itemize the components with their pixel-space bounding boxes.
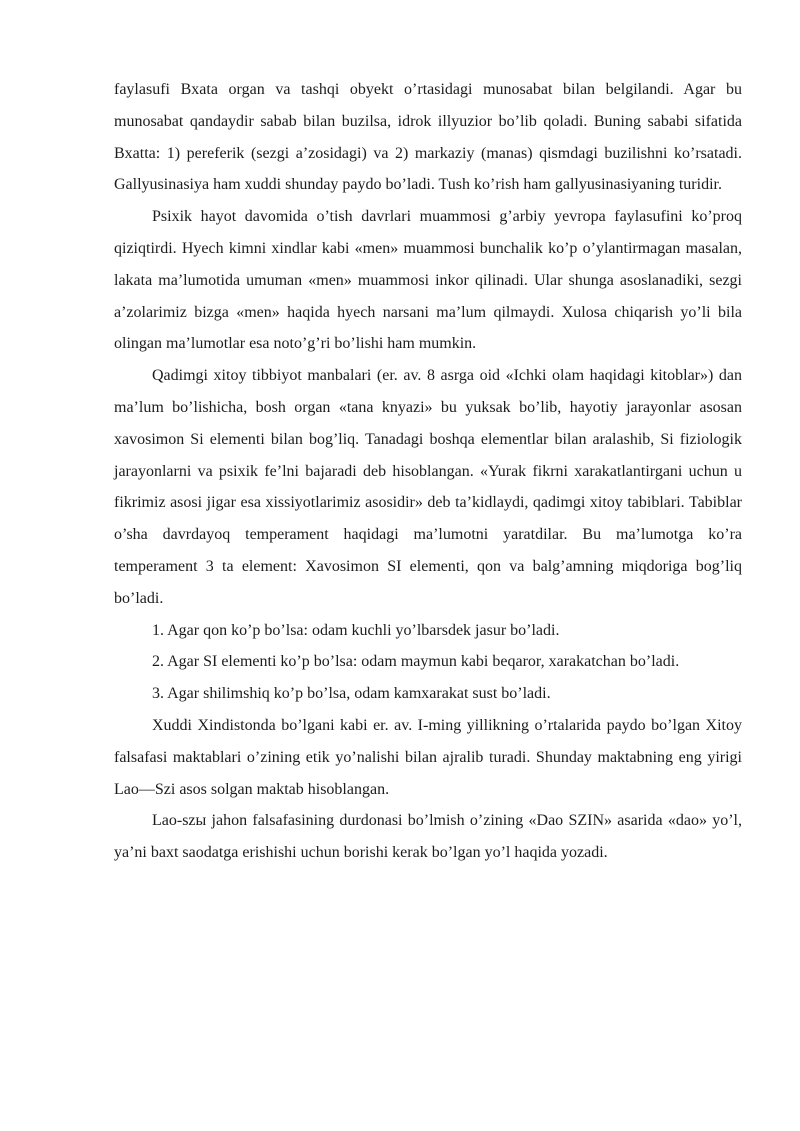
paragraph-men-problem: Psixik hayot davomida o’tish davrlari muammosi g’arbiy yevropa faylasufini ko’proq qiziqtirdi. Hyech kimni xindlar kabi «men» muammosi bunchalik ko’p o’ylantirmagan masalan, lakata ma’lumotida umuman «men» muammosi inkor qilinadi. Ular shunga asoslanadiki, sezgi a’zolarimiz bizga «men» haqida hyech narsani ma’lum qilmaydi. Xulosa chiqarish yo’li bila olingan ma’lumotlar esa noto’g’ri bo’lishi ham mumkin. <box>114 208 742 353</box>
document-page <box>114 74 742 869</box>
list-item-blood: 1. Agar qon ko’p bo’lsa: odam kuchli yo’lbarsdek jasur bo’ladi. <box>152 621 560 639</box>
list-item-si-element: 2. Agar SI elementi ko’p bo’lsa: odam maymun kabi beqaror, xarakatchan bo’ladi. <box>152 653 680 671</box>
paragraph-chinese-philosophy: Xuddi Xindistonda bo’lgani kabi er. av. I-ming yillikning o’rtalarida paydo bo’lgan Xitoy falsafasi maktablari o’zining etik yo’nalishi bilan ajralib turadi. Shunday maktabning eng yirigi Lao—Szi asos solgan maktab hisoblangan. <box>114 716 742 798</box>
paragraph-chinese-medicine: Qadimgi xitoy tibbiyot manbalari (er. av. 8 asrga oid «Ichki olam haqidagi kitoblar») dan ma’lum bo’lishicha, bosh organ «tana knyazi» bu yuksak bo’lib, hayotiy jarayonlar asosan xavosimon Si elementi bilan bog’liq. Tanadagi boshqa elementlar bilan aralashib, Si fiziologik jarayonlarni va psixik fe’lni bajaradi deb hisoblangan. «Yurak fikrni xarakatlantirgani uchun u fikrimiz asosi jigar esa xissiyotlarimiz asosidir» deb ta’kidlaydi, qadimgi xitoy tabiblari. Tabiblar o’sha davrdayoq temperament haqidagi ma’lumotni yaratdilar. Bu ma’lumotga ko’ra temperament 3 ta element: Xavosimon SI elementi, qon va balg’amning miqdoriga bog’liq bo’ladi. <box>114 367 742 607</box>
list-item-phlegm: 3. Agar shilimshiq ko’p bo’lsa, odam kamxarakat sust bo’ladi. <box>152 685 551 703</box>
paragraph-continuation: faylasufi Bxata organ va tashqi obyekt o’rtasidagi munosabat bilan belgilandi. Agar bu munosabat qandaydir sabab bilan buzilsa, idrok illyuzior bo’lib qoladi. Buning sababi sifatida Bxatta: 1) pereferik (sezgi a’zosidagi) va 2) markaziy (manas) qismdagi buzilishni ko’rsatadi. Gallyusinasiya ham xuddi shunday paydo bo’ladi. Tush ko’rish ham gallyusinasiyaning turidir. <box>114 81 742 194</box>
paragraph-lao-szi: Lao-szы jahon falsafasining durdonasi bo’lmish o’zining «Dao SZIN» asarida «dao» yo’l, ya’ni baxt saodatga erishishi uchun borishi kerak bo’lgan yo’l haqida yozadi. <box>114 812 742 862</box>
